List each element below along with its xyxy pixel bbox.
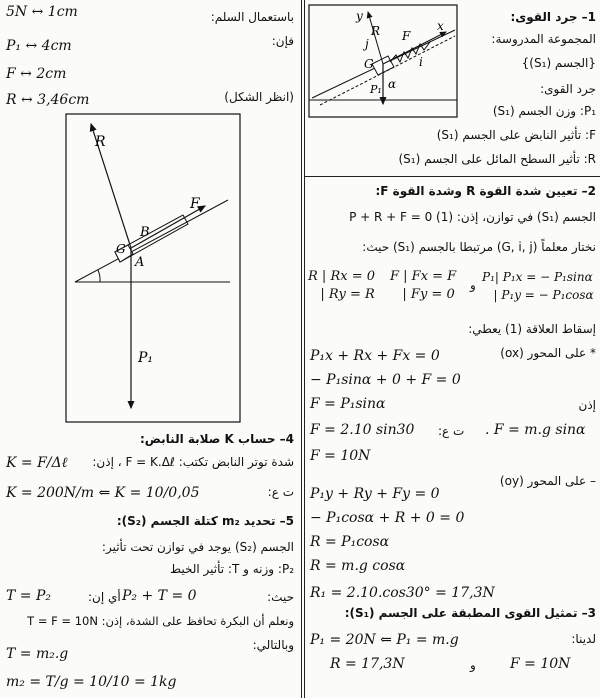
angle-arc bbox=[98, 270, 100, 282]
oy-eq: − P₁cosα + R + 0 = 0 bbox=[310, 510, 465, 526]
p1-value: P₁ = 20N ⇐ P₁ = m.g bbox=[310, 632, 459, 648]
label-A: A bbox=[135, 255, 145, 270]
f-value: F = 10N bbox=[510, 656, 571, 672]
section-5-line: الجسم (S₂) يوجد في توازن تحت تأثير: bbox=[101, 540, 294, 554]
section-5-line: ونعلم أن البكرة تحافظ على الشدة، إذن: T = F = 10N bbox=[27, 614, 294, 628]
oy-eq: R = P₁cosα bbox=[310, 534, 390, 550]
section-2-title: 2– تعيين شدة القوة R وشدة القوة F: bbox=[375, 184, 596, 198]
label-R: R bbox=[95, 134, 106, 150]
equilibrium-line: الجسم (S₁) في توازن، إذن: P + R + F = 0 (1) bbox=[349, 210, 596, 224]
label-alpha: α bbox=[388, 77, 397, 91]
label-i: i bbox=[419, 55, 423, 69]
and-word: و bbox=[470, 278, 476, 292]
oy-eq: R = m.g cosα bbox=[310, 558, 406, 574]
scale-line: R ↔ 3,46cm bbox=[6, 92, 90, 108]
equation-sum: P₂ + T = 0 bbox=[122, 588, 197, 604]
section-3-title: 3– تمثيل القوى المطبقة على الجسم (S₁): bbox=[344, 606, 596, 620]
label-G: G bbox=[116, 242, 126, 256]
oy-eq: R₁ = 2.10.cos30° = 17,3N bbox=[310, 585, 495, 601]
section-divider bbox=[305, 176, 600, 177]
frame-line: نختار معلماً (G, i, j) مرتبطا بالجسم (S₁) حيث: bbox=[362, 240, 596, 254]
section-4-line: شدة توتر النابض تكتب: F = K.Δℓ ، إذن: bbox=[92, 455, 294, 469]
label-B: B bbox=[140, 225, 150, 240]
label-F: F bbox=[190, 196, 200, 212]
oy-eq: P₁y + Ry + Fy = 0 bbox=[310, 486, 440, 502]
formula-k: K = F/Δℓ bbox=[6, 455, 68, 471]
equation-m2: m₂ = T/g = 10/10 = 1kg bbox=[6, 674, 177, 690]
components-P: P₁| P₁x = − P₁sinα | P₁y = − P₁cosα bbox=[482, 270, 594, 302]
ox-mg: . F = m.g sinα bbox=[485, 422, 586, 438]
inventory-label: جرد القوى: bbox=[540, 82, 596, 96]
force-item: P₁: وزن الجسم (S₁) bbox=[492, 104, 596, 118]
components-R: R | Rx = 0 | Ry = R bbox=[308, 269, 375, 302]
scale-caption: (انظر الشكل) bbox=[224, 90, 294, 104]
axis-oy-label: – على المحور (oy) bbox=[499, 474, 596, 488]
axis-x bbox=[383, 32, 446, 64]
ox-eq: P₁x + Rx + Fx = 0 bbox=[310, 348, 440, 364]
ladayna-label: لدينا: bbox=[571, 632, 596, 646]
ox-eq: F = 2.10 sin30 bbox=[310, 422, 415, 438]
label-F: F bbox=[402, 29, 411, 43]
formula-k-value: K = 200N/m ⇐ K = 10/0,05 bbox=[6, 485, 200, 501]
section-1-title: 1– جرد القوى: bbox=[510, 10, 596, 24]
equation-t: T = P₂ bbox=[6, 588, 52, 604]
scale-line: P₁ ↔ 4cm bbox=[6, 38, 72, 54]
te-label: ت ع: bbox=[438, 424, 465, 438]
then-word: إذن bbox=[578, 398, 596, 412]
diagram-frame bbox=[66, 114, 240, 422]
label-G: G bbox=[364, 57, 374, 71]
label-x: x bbox=[437, 19, 444, 33]
scale-line: F ↔ 2cm bbox=[6, 66, 67, 82]
ox-eq: F = 10N bbox=[310, 448, 371, 464]
section-4-title: 4– حساب K صلابة النابض: bbox=[140, 432, 294, 446]
and-word: و bbox=[470, 658, 476, 672]
scale-line: 5N ↔ 1cm bbox=[6, 4, 78, 20]
section-4-te: ت ع: bbox=[267, 485, 294, 499]
section-5-line: وبالتالي: bbox=[252, 638, 294, 652]
section-5-haythu: حيث: bbox=[267, 590, 294, 604]
section-5-title: 5– تحديد m₂ كتلة الجسم (S₂): bbox=[116, 514, 294, 528]
section-5-ay: أي إن: bbox=[88, 590, 121, 604]
label-P1: P₁ bbox=[370, 83, 382, 96]
force-item: R: تأثير السطح المائل على الجسم (S₁) bbox=[398, 152, 596, 166]
system-value: {الجسم (S₁)} bbox=[521, 56, 596, 70]
incline-line bbox=[75, 200, 228, 282]
r-value: R = 17,3N bbox=[330, 656, 405, 672]
ox-eq: − P₁sinα + 0 + F = 0 bbox=[310, 372, 461, 388]
axis-ox-label: * على المحور (ox) bbox=[500, 346, 596, 360]
label-y: y bbox=[356, 9, 363, 23]
components-F: F | Fx = F | Fy = 0 bbox=[390, 269, 457, 302]
section-5-line: P₂: وزنه و T: تأثير الخيط bbox=[169, 562, 294, 576]
ox-eq: F = P₁sinα bbox=[310, 396, 386, 412]
label-R: R bbox=[371, 24, 381, 38]
projection-label: إسقاط العلاقة (1) يعطي: bbox=[468, 322, 596, 336]
equation-t-mg: T = m₂.g bbox=[6, 646, 69, 662]
label-P1: P₁ bbox=[138, 350, 154, 366]
label-j: j bbox=[365, 37, 369, 51]
scale-caption: باستعمال السلم: bbox=[210, 10, 294, 24]
scale-caption: فإن: bbox=[271, 34, 294, 48]
force-item: F: تأثير النابض على الجسم (S₁) bbox=[436, 128, 596, 142]
system-label: المجموعة المدروسة: bbox=[491, 32, 596, 46]
